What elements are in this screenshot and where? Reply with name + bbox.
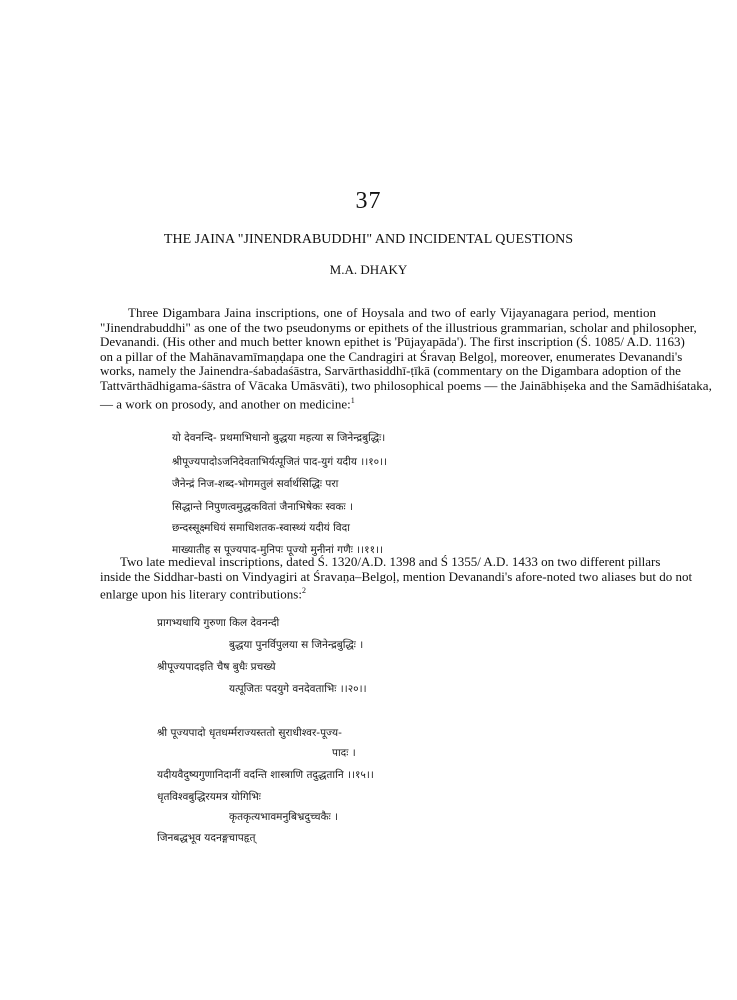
verse-line: जिनबद्धभूव यदनङ्गचापहृत् (157, 832, 256, 844)
verse-line: प्रागभ्यधायि गुरुणा किल देवनन्दी (157, 617, 280, 629)
footnote-marker: 2 (301, 586, 306, 596)
verse-line: यो देवनन्दि- प्रथमाभिधानो बुद्धया महत्या स जिनेन्द्रबुद्धिः। (172, 432, 386, 444)
chapter-title: THE JAINA "JINENDRABUDDHI" AND INCIDENTAL QUESTIONS (163, 232, 574, 247)
verse-line: माख्यातीह स पूज्यपाद-मुनिपः पूज्यो मुनीनां गणैः ।।११।। (172, 544, 383, 556)
author-name: M.A. DHAKY (329, 262, 408, 277)
verse-line: श्री पूज्यपादो धृतधर्म्मराज्यस्ततो सुराधीश्वर-पूज्य- (157, 727, 342, 739)
verse-line: बुद्धया पुनर्विपुलया स जिनेन्द्रबुद्धिः । (229, 639, 364, 651)
verse-line: श्रीपूज्यपादइति चैष बुधैः प्रचख्ये (157, 661, 276, 673)
paragraph-line: Devanandi. (His other and much better known epithet is 'Pūjayapāda'). The first inscription (Ś. 1085/ A.D. 1163) (100, 334, 685, 350)
paragraph-line: "Jinendrabuddhi" as one of the two pseudonyms or epithets of the illustrious grammarian, scholar and philosopher, (100, 319, 697, 335)
verse-line: श्रीपूज्यपादोऽजनिदेवताभिर्यत्पूजितं पाद-युगं यदीय ।।१०।। (172, 456, 388, 468)
verse-line: पादः । (332, 747, 356, 759)
verse-line: सिद्धान्ते निपुणत्वमुद्धकवितां जैनाभिषेकः स्वकः । (172, 501, 353, 513)
paragraph-line: Two late medieval inscriptions, dated Ś. 1320/A.D. 1398 and Ś 1355/ A.D. 1433 on two different pillars (120, 554, 661, 569)
paragraph-line-last (100, 394, 656, 412)
paragraph-line: on a pillar of the Mahānavamīmaṇḍapa one the Candragiri at Śravaṇ Belgoḷ, moreover, enumerates Devanandi's (100, 348, 683, 364)
paragraph-line: Three Digambara Jaina inscriptions, one of Hoysala and two of early Vijayanagara period, mention (128, 305, 656, 320)
paragraph-late-inscriptions (100, 554, 693, 602)
verse-line: यत्पूजितः पदयुगे वनदेवताभिः ।।२०।। (229, 683, 367, 695)
paragraph-line-last (100, 584, 656, 602)
verse-line: धृतविश्वबुद्धिरयमत्र योगिभिः (157, 791, 261, 803)
verse-line: जैनेन्द्रं निज-शब्द-भोगमतुलं सर्वार्थसिद्धिः परा (172, 478, 339, 490)
paragraph-intro (100, 305, 712, 411)
footnote-marker: 1 (350, 395, 355, 405)
verse-line: यदीयवैदुष्यगुणानिदानीं वदन्ति शास्त्राणि तदुद्धतानि ।।१५।। (157, 769, 374, 781)
paragraph-line: works, namely the Jainendra-śabadaśāstra, Sarvārthasiddhī-ṭīkā (commentary on the Digambara adoption of the (100, 363, 681, 379)
paragraph-line-text: — a work on prosody, and another on medicine: (100, 395, 351, 411)
chapter-number: 37 (355, 188, 382, 214)
paragraph-line: Tattvārthādhigama-śāstra of Vācaka Umāsvāti), two philosophical poems — the Jainābhiṣeka and the Samādhiśataka, (100, 377, 712, 393)
verse-line: कृतकृत्यभावमनुबिभ्रदुच्चकैः । (229, 811, 339, 823)
paragraph-line-text: enlarge upon his literary contributions: (100, 586, 302, 602)
paragraph-line: inside the Siddhar-basti on Vindyagiri at Śravaṇa–Belgoḷ, mention Devanandi's afore-noted two aliases but do not (100, 568, 693, 584)
verse-line: छन्दस्सूक्ष्मधियं समाधिशतक-स्वास्थ्यं यदीयं विदा (172, 522, 350, 534)
